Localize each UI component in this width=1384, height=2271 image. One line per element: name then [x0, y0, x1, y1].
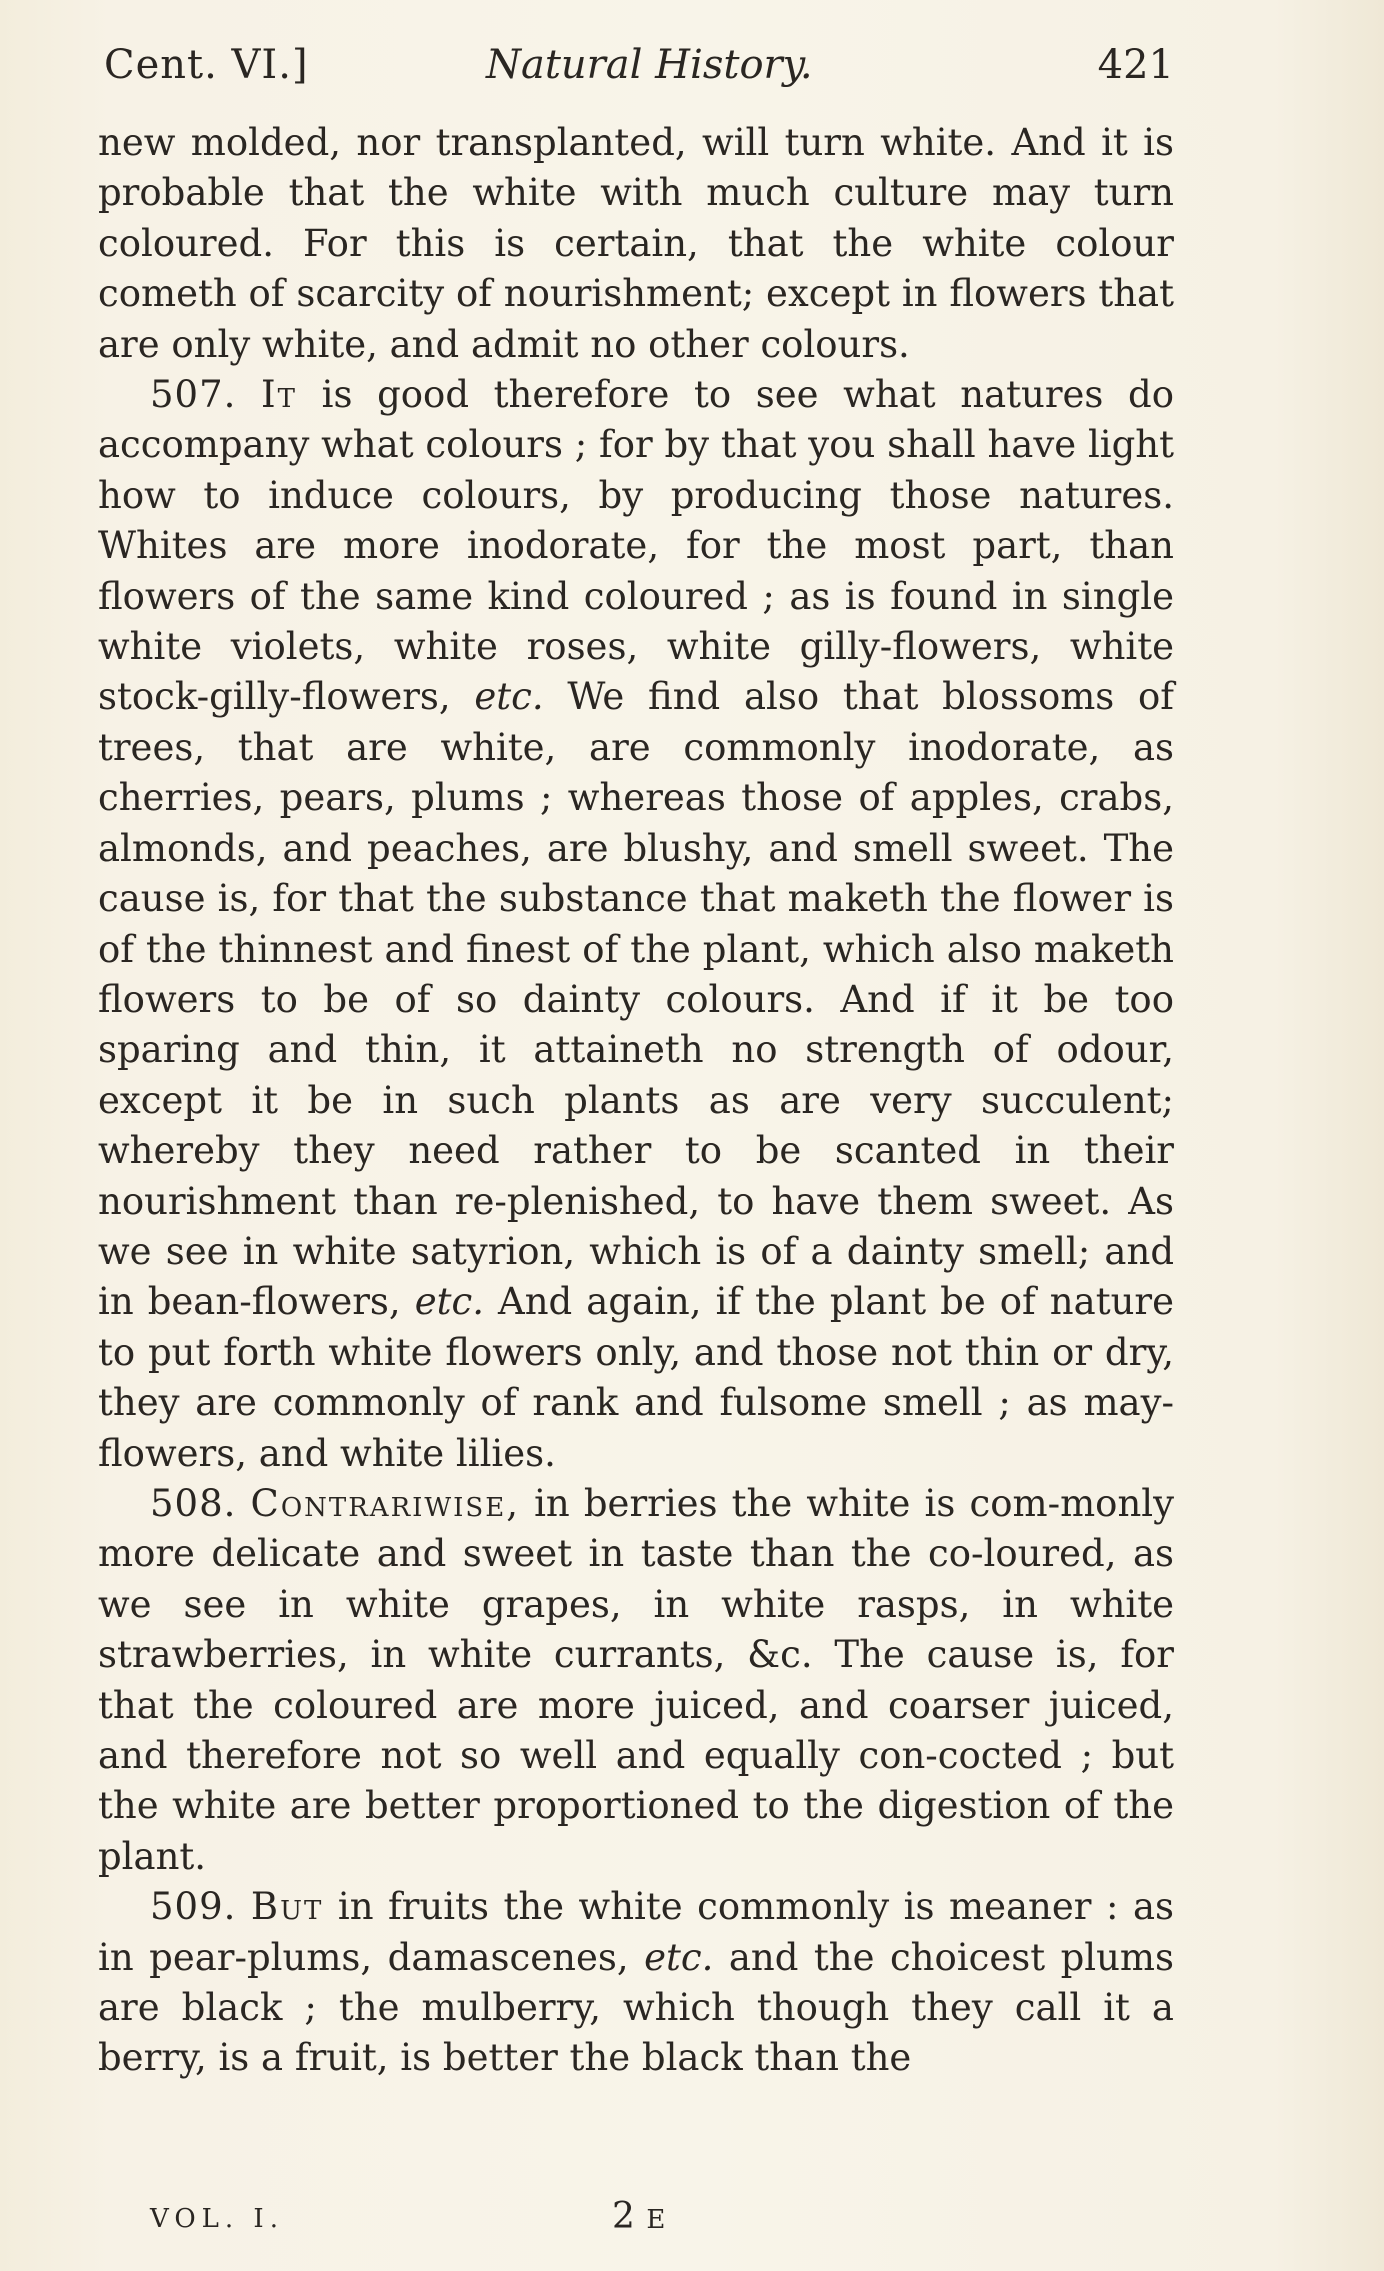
opening-text: new molded, nor transplanted, will turn white. And it is probable that the white with much culture may turn coloured. For this is certain, that the white colour cometh of scarcity of nourishment; except in flowers that are only white, and admit no other colours.	[98, 121, 1174, 366]
opening-paragraph	[98, 118, 1174, 370]
paragraph-number: 508.	[150, 1481, 237, 1525]
page-body	[98, 118, 1174, 2084]
paragraph-text: We find also that blossoms of trees, that are white, are commonly inodorate, as cherries, pears, plums ; whereas those of apples, crabs, almonds, and peaches, are blushy, and smell sweet. The cause is, for that the substance that maketh the flower is of the thinnest and finest of the plant, which also maketh flowers to be of so dainty colours. And if it be too sparing and thin, it attaineth no strength of odour, except it be in such plants as are very succulent; whereby they need rather to be scanted in their nourishment than re-plenished, to have them sweet. As we see in white satyrion, which is of a dainty smell; and in bean-flowers,	[98, 675, 1174, 1324]
paragraph-508	[98, 1479, 1174, 1882]
paragraph-number: 507.	[150, 373, 237, 417]
paragraph-507	[98, 370, 1174, 1479]
paragraph-lead-word: But	[250, 1885, 324, 1929]
paragraph-text: and the choicest plums are black ; the mulberry, which though they call it a berry, is a fruit, is better the black than the	[98, 1935, 1174, 2080]
volume-label: VOL. I.	[150, 2204, 284, 2234]
page-footer	[150, 2196, 750, 2246]
signature-number: 2	[612, 2196, 635, 2237]
header-title: Natural History.	[486, 42, 813, 88]
signature-mark	[612, 2196, 667, 2237]
paragraph-text: in berries the white is com-monly more delicate and sweet in taste than the co-loured, as we see in white grapes, in white rasps, in white strawberries, in white currants, &c. The cause is, for that the coloured are more juiced, and coarser juiced, and therefore not so well and equally con-cocted ; but the white are better proportioned to the digestion of the plant.	[98, 1481, 1175, 1878]
paragraph-number: 509.	[150, 1885, 237, 1929]
paragraph-509	[98, 1882, 1174, 2084]
italic-etc: etc.	[414, 1280, 484, 1324]
header-section-label: Cent. VI.]	[104, 42, 309, 88]
running-header	[104, 42, 1174, 102]
italic-etc: etc.	[644, 1935, 714, 1979]
paragraph-lead-word: Contrariwise,	[250, 1481, 520, 1525]
italic-etc: etc.	[474, 675, 544, 719]
paragraph-text: is good therefore to see what natures do accompany what colours ; for by that you shall have light how to induce colours, by producing those natures. Whites are more inodorate, for the most part, than flowers of the same kind coloured ; as is found in single white violets, white roses, white gilly-flowers, white stock-gilly-flowers,	[98, 373, 1174, 719]
page-number: 421	[1097, 42, 1174, 88]
signature-letter: E	[646, 2205, 668, 2235]
paragraph-text: in fruits the white commonly is meaner : as in pear-plums, damascenes,	[98, 1885, 1175, 1979]
paragraph-text: And again, if the plant be of nature to put forth white flowers only, and those not thin or dry, they are commonly of rank and fulsome smell ; as may-flowers, and white lilies.	[98, 1280, 1174, 1475]
paragraph-lead-word: It	[261, 373, 297, 417]
